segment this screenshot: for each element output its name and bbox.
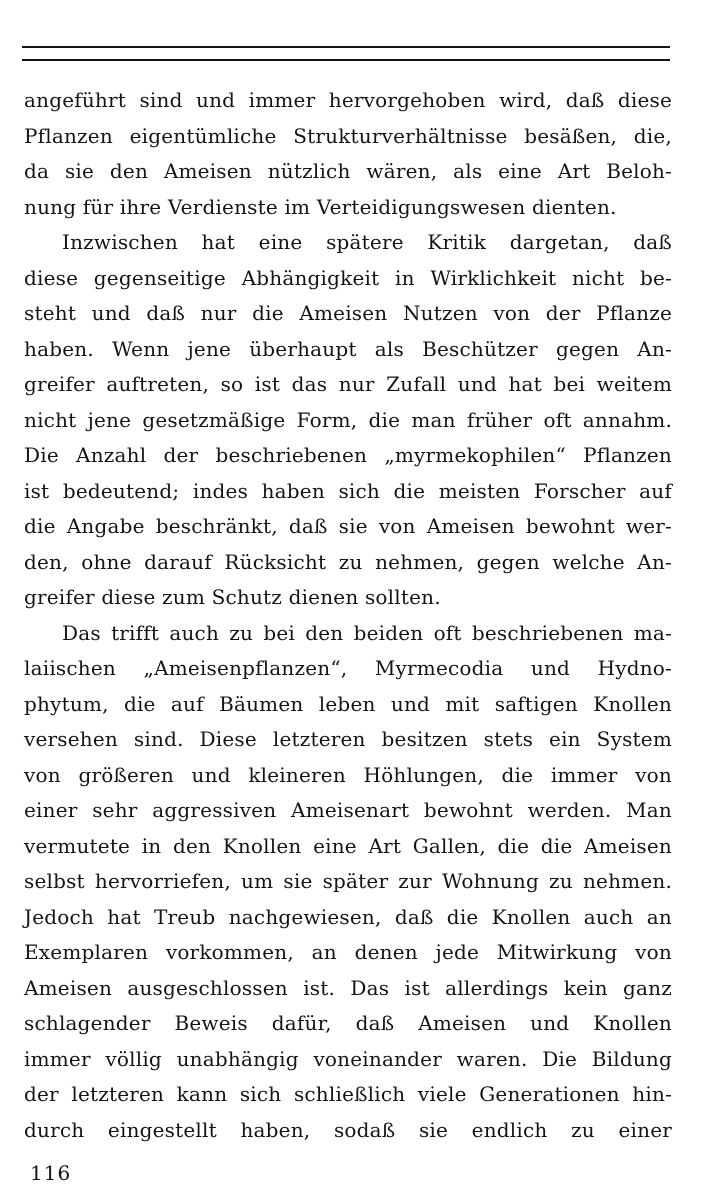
text-line: Jedoch hat Treub nachgewiesen, daß die Knollen auch an [24, 904, 672, 929]
text-line: laiischen „Ameisenpflanzen“, Myrmecodia und Hydno- [24, 656, 672, 680]
text-line: angeführt sind und immer hervorgehoben wird, daß diese [24, 88, 672, 112]
text-line: steht und daß nur die Ameisen Nutzen von der Pflanze [24, 301, 672, 325]
text-line: greifer auftreten, so ist das nur Zufall und hat bei weitem [24, 372, 672, 396]
text-line: diese gegenseitige Abhängigkeit in Wirklichkeit nicht be- [24, 265, 672, 290]
text-line: greifer diese zum Schutz dienen sollten. [24, 585, 441, 609]
text-line: immer völlig unabhängig voneinander waren. Die Bildung [24, 1046, 672, 1071]
text-line: die Angabe beschränkt, daß sie von Ameisen bewohnt wer- [24, 514, 672, 538]
text-line: Exemplaren vorkommen, an denen jede Mitwirkung von [24, 940, 672, 964]
text-line: nicht jene gesetzmäßige Form, die man früher oft annahm. [24, 407, 672, 432]
text-line: Ameisen ausgeschlossen ist. Das ist allerdings kein ganz [24, 975, 672, 1000]
body-text [24, 83, 672, 1148]
text-line: nung für ihre Verdienste im Verteidigungswesen dienten. [24, 194, 617, 219]
page-number: 116 [30, 1161, 72, 1185]
paragraph-start-line: Das trifft auch zu bei den beiden oft beschriebenen ma- [62, 620, 672, 645]
paragraph-start-line: Inzwischen hat eine spätere Kritik dargetan, daß [62, 230, 672, 254]
text-line: von größeren und kleineren Höhlungen, die immer von [24, 762, 672, 787]
text-line: vermutete in den Knollen eine Art Gallen, die die Ameisen [24, 833, 672, 858]
text-line: haben. Wenn jene überhaupt als Beschützer gegen An- [24, 336, 672, 361]
text-line: phytum, die auf Bäumen leben und mit saftigen Knollen [24, 691, 672, 716]
text-line: Pflanzen eigentümliche Strukturverhältnisse besäßen, die, [24, 123, 672, 148]
header-rule-bottom [22, 59, 670, 61]
text-line: schlagender Beweis dafür, daß Ameisen und Knollen [24, 1011, 672, 1035]
text-line: versehen sind. Diese letzteren besitzen stets ein System [24, 727, 672, 751]
header-rule-top [22, 46, 670, 48]
text-line: ist bedeutend; indes haben sich die meisten Forscher auf [24, 478, 672, 503]
text-line: einer sehr aggressiven Ameisenart bewohnt werden. Man [24, 798, 672, 822]
text-line: den, ohne darauf Rücksicht zu nehmen, gegen welche An- [24, 549, 672, 574]
text-line: durch eingestellt haben, sodaß sie endlich zu einer [24, 1117, 672, 1142]
text-line: der letzteren kann sich schließlich viele Generationen hin- [24, 1082, 672, 1106]
text-line: Die Anzahl der beschriebenen „myrmekophilen“ Pflanzen [24, 443, 672, 467]
text-line: da sie den Ameisen nützlich wären, als eine Art Beloh- [24, 159, 672, 183]
text-line: selbst hervorriefen, um sie später zur Wohnung zu nehmen. [24, 869, 672, 893]
